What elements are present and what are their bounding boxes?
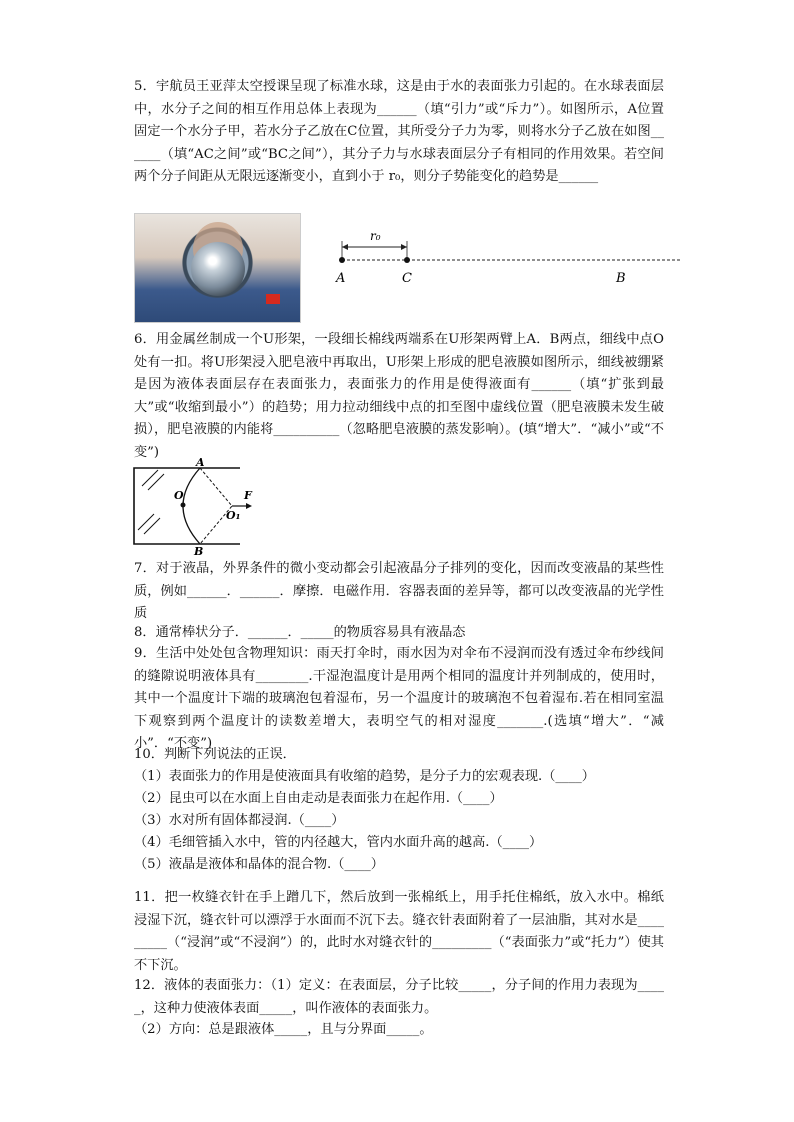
label-o1: O₁ (226, 509, 241, 522)
hatch-1 (142, 470, 158, 486)
question-12-text: 12．液体的表面张力：（1）定义：在表面层，分子比较_____，分子间的作用力表现为_____，这种力使液体表面_____，叫作液体的表面张力。 (134, 978, 664, 1016)
hatch-4 (144, 518, 160, 534)
label-a: A (196, 456, 205, 469)
label-b: B (194, 545, 204, 558)
question-10-item-5: （5）液晶是液体和晶体的混合物.（____） (134, 857, 384, 872)
question-10-item-1: （1）表面张力的作用是使液面具有收缩的趋势，是分子力的宏观表现.（____） (134, 769, 595, 784)
hatch-3 (138, 514, 154, 530)
label-a: A (336, 271, 346, 286)
question-10-item-4: （4）毛细管插入水中，管的内径越大，管内水面升高的越高.（____） (134, 835, 543, 850)
knot-o (181, 503, 186, 508)
label-b: B (616, 271, 626, 286)
u-frame-soap-film-diagram (128, 456, 258, 558)
question-6-text: 6．用金属丝制成一个U形架，一段细长棉线两端系在U形架两臂上A．B两点，细线中点O处有一扣。将U形架浸入肥皂液中再取出，U形架上形成的肥皂液膜如图所示，细线被绷紧是因为液体表面层存在表面张力，表面张力的作用是使得液面有______（填“扩张到最大”或“收缩到最小”）的趋势；用力拉动细线中点的扣至图中虚线位置（肥皂液膜未发生破损），肥皂液膜的内能将__________（忽略肥皂液膜的蒸发影响）。(填“增大”．“减小”或“不变”) (134, 332, 664, 460)
question-9-text: 9．生活中处处包含物理知识：雨天打伞时，雨水因为对伞布不浸润而没有透过伞布纱线间的缝隙说明液体具有________.干湿泡温度计是用两个相同的温度计并列制成的，使用时，其中一个温度计下端的玻璃泡包着湿布，另一个温度计的玻璃泡不包着湿布.若在相同室温下观察到两个温度计的读数差增大，表明空气的相对湿度_______.(选填“增大”．“减小”．“不变”) (134, 646, 664, 751)
question-10-title: 10．判断下列说法的正误． (134, 747, 296, 762)
water-ball (191, 242, 245, 296)
hatch-2 (148, 474, 164, 490)
label-o: O (174, 489, 184, 502)
thread-dashed-position (200, 468, 232, 544)
question-8-text: 8．通常棒状分子．______．_____的物质容易具有液晶态 (134, 625, 466, 640)
label-f: F (244, 489, 252, 502)
molecule-c (404, 257, 410, 263)
astronaut-water-ball-photo (134, 213, 301, 323)
question-7-text: 7．对于液晶，外界条件的微小变动都会引起液晶分子排列的变化，因而改变液晶的某些性质，例如______．______．摩擦．电磁作用．容器表面的差异等，都可以改变液晶的光学性质 (134, 561, 664, 621)
question-5-text: 5．宇航员王亚萍太空授课呈现了标准水球，这是由于水的表面张力引起的。在水球表面层中，水分子之间的相互作用总体上表现为______（填“引力”或“斥力”）。如图所示，A位置固定一个水分子甲，若水分子乙放在C位置，其所受分子力为零，则将水分子乙放在如图______（填“AC之间”或“BC之间”），其分子力与水球表面层分子有相同的作用效果。若空间两个分子间距从无限远逐渐变小，直到小于 r₀，则分子势能变化的趋势是______ (134, 79, 664, 184)
molecule-distance-diagram (330, 225, 690, 295)
flag-patch (266, 294, 280, 304)
r0-label: r₀ (370, 229, 381, 243)
question-11-text: 11．把一枚缝衣针在手上蹭几下，然后放到一张棉纸上，用手托住棉纸，放入水中。棉纸浸湿下沉，缝衣针可以漂浮于水面而不沉下去。缝衣针表面附着了一层油脂，其对水是_________（“浸润”或“不浸润”）的，此时水对缝衣针的_________（“表面张力”或“托力”）使其不下沉。 (134, 890, 664, 973)
u-frame (134, 468, 240, 544)
force-arrow-icon (246, 503, 252, 509)
question-10-item-3: （3）水对所有固体都浸润.（____） (134, 813, 345, 828)
r0-arrow-left-icon (342, 244, 348, 250)
thread-curve (183, 468, 200, 544)
label-c: C (402, 271, 412, 286)
molecule-a (339, 257, 345, 263)
question-10-item-2: （2）昆虫可以在水面上自由走动是表面张力在起作用.（____） (134, 791, 503, 806)
question-12-subpart-2: （2）方向：总是跟液体_____，且与分界面_____。 (134, 1022, 433, 1037)
r0-arrow-right-icon (401, 244, 407, 250)
